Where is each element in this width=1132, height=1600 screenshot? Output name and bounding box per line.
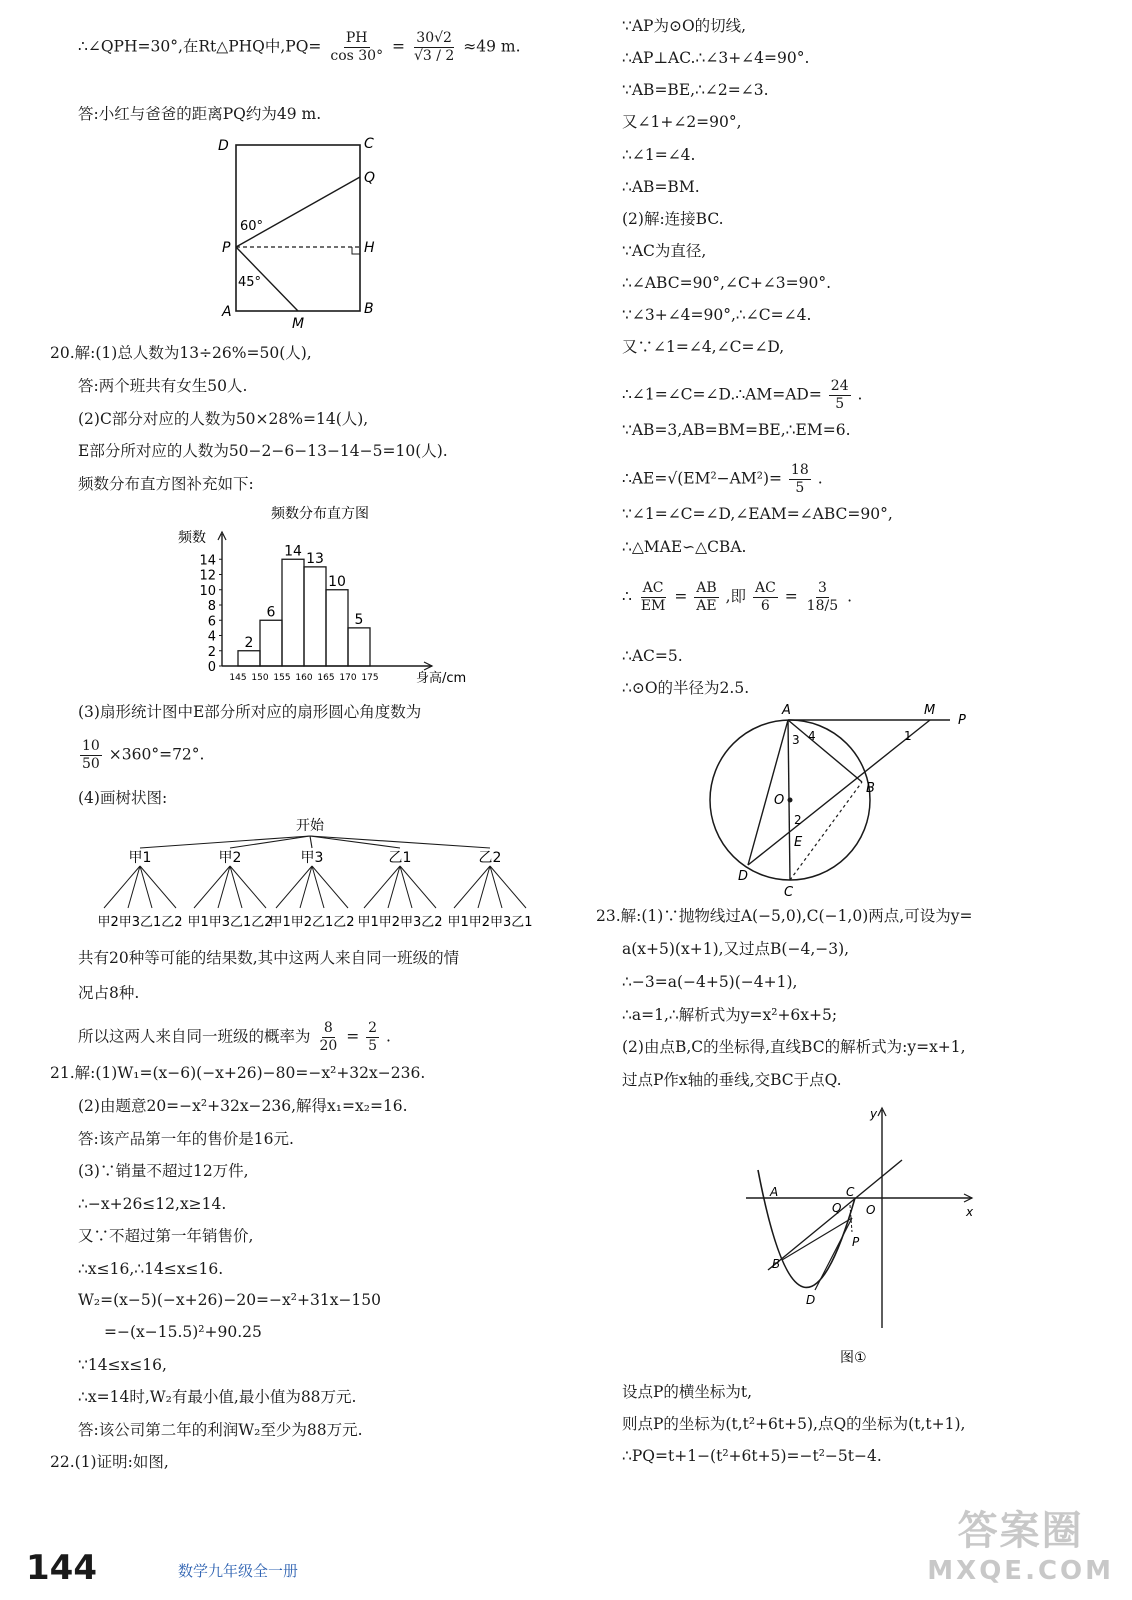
r-line12: ∴∠1=∠C=∠D.∴AM=AD= $\frac{24}{5}$ .	[622, 378, 863, 412]
right-angle-mark	[352, 247, 360, 254]
label-p: P	[222, 240, 231, 256]
circle-figure	[700, 700, 990, 900]
tree-edge	[276, 866, 312, 908]
label-e: E	[794, 835, 803, 850]
label-m: M	[924, 703, 936, 718]
q23-line5: (2)由点B,C的坐标得,直线BC的解析式为:y=x+1,	[622, 1038, 966, 1056]
tree-edge	[312, 866, 348, 908]
q21-line7: ∴x≤16,∴14≤x≤16.	[78, 1260, 224, 1278]
bar-160-165	[304, 567, 326, 666]
r-line17: ∴ $\frac{AC}{EM}$ = $\frac{AB}{AE}$ ,即 $\frac{AC}{6}$ = $\frac{3}{18/5}$ .	[622, 580, 852, 614]
angle-4: 4	[808, 729, 816, 743]
bar-145-150	[238, 651, 260, 666]
q20-line11: 所以这两人来自同一班级的概率为 $\frac{8}{20}$ = $\frac{2}{5}$ .	[78, 1020, 391, 1054]
label-y: y	[870, 1107, 878, 1121]
y-tick-label: 0	[207, 660, 216, 675]
tree-edge	[140, 866, 176, 908]
q20-line4: E部分所对应的人数为50−2−6−13−14−5=10(人).	[78, 442, 448, 460]
r-line4: 又∠1+∠2=90°,	[622, 113, 742, 131]
bar-165-170	[326, 590, 348, 666]
fraction: $\frac{AC}{6}$	[754, 580, 776, 614]
tree-leaves: 甲2甲3乙1乙2	[97, 915, 183, 930]
x-tick-label: 165	[317, 673, 335, 683]
label-p: P	[852, 1235, 860, 1249]
tree-leaves: 甲1甲2乙1乙2	[269, 915, 355, 930]
q21-line8: W₂=(x−5)(−x+26)−20=−x²+31x−150	[78, 1291, 382, 1309]
y-tick-label: 6	[207, 614, 216, 630]
fraction: $\frac{24}{5}$	[830, 378, 849, 412]
label-d: D	[806, 1293, 816, 1307]
answer-line: 答:小红与爸爸的距离PQ约为49 m.	[78, 105, 322, 123]
chord-ab	[788, 720, 862, 782]
tree-edge	[400, 866, 436, 908]
q20-line7: $\frac{10}{50}$ ×360°=72°.	[82, 738, 205, 772]
r-line6: ∴AB=BM.	[622, 178, 700, 196]
q20-line9: 共有20种等可能的结果数,其中这两人来自同一班级的情	[78, 949, 460, 967]
histogram-chart	[170, 500, 470, 690]
q23-line3: ∴−3=a(−4+5)(−4+1),	[622, 973, 798, 991]
q23-line1: 23.解:(1)∵抛物线过A(−5,0),C(−1,0)两点,可设为y=	[596, 907, 973, 925]
r-line14: ∴AE=√(EM²−AM²)= $\frac{18}{5}$ .	[622, 462, 823, 496]
q21-line4: (3)∵销量不超过12万件,	[78, 1162, 249, 1180]
tree-edge	[310, 836, 400, 848]
r-line9: ∴∠ABC=90°,∠C+∠3=90°.	[622, 274, 832, 292]
r-line5: ∴∠1=∠4.	[622, 146, 696, 164]
q21-line10: ∵14≤x≤16,	[78, 1356, 167, 1374]
q23-line6: 过点P作x轴的垂线,交BC于点Q.	[622, 1071, 842, 1089]
q23-line7: 设点P的横坐标为t,	[622, 1383, 753, 1401]
r-line7: (2)解:连接BC.	[622, 210, 724, 228]
angle-45: 45°	[238, 275, 262, 290]
tree-edge	[230, 836, 310, 848]
tree-leaves: 甲1甲3乙1乙2	[187, 915, 273, 930]
q22-line1: 22.(1)证明:如图,	[50, 1453, 169, 1471]
fraction: $\frac{10}{50}$	[82, 738, 100, 772]
bar-170-175	[348, 628, 370, 666]
parabola-figure	[740, 1100, 980, 1380]
tree-diagram	[80, 812, 560, 937]
center-o	[788, 798, 793, 803]
tree-edge	[364, 866, 400, 908]
r-line11: 又∵∠1=∠4,∠C=∠D,	[622, 338, 785, 356]
fraction: $\frac{AB}{AE}$	[696, 580, 717, 614]
angle-2: 2	[794, 813, 802, 827]
tree-node-level1: 甲3	[300, 850, 324, 866]
fraction: $\frac{30√2}{√3 / 2}$	[413, 30, 455, 64]
tree-node-level1: 乙2	[478, 850, 502, 866]
label-x: x	[966, 1205, 974, 1219]
q21-line11: ∴x=14时,W₂有最小值,最小值为88万元.	[78, 1388, 357, 1406]
bar-value-label: 6	[266, 604, 276, 621]
fraction: $\frac{2}{5}$	[368, 1020, 378, 1054]
q20-line1: 20.解:(1)总人数为13÷26%=50(人),	[50, 344, 312, 362]
q20-line10: 况占8种.	[78, 984, 140, 1002]
tree-edge	[104, 866, 140, 908]
y-tick-label: 8	[207, 599, 216, 614]
chart-title: 频数分布直方图	[271, 506, 369, 522]
fraction: $\frac{18}{5}$	[790, 462, 809, 496]
tree-node-level1: 甲2	[218, 850, 242, 866]
label-a: A	[222, 304, 232, 320]
y-tick-label: 12	[199, 568, 216, 584]
label-a: A	[770, 1185, 779, 1199]
q20-line8: (4)画树状图:	[78, 789, 168, 807]
label-b: B	[772, 1257, 781, 1271]
q21-line6: 又∵不超过第一年销售价,	[78, 1227, 254, 1245]
q23-line4: ∴a=1,∴解析式为y=x²+6x+5;	[622, 1006, 838, 1024]
x-tick-label: 150	[251, 673, 269, 683]
y-axis-label: 频数	[178, 530, 206, 546]
label-a: A	[782, 703, 791, 718]
label-b: B	[364, 301, 374, 317]
fraction: $\frac{3}{18/5}$	[806, 580, 839, 614]
label-p: P	[958, 713, 966, 728]
tree-leaves: 甲1甲2甲3乙1	[447, 915, 533, 930]
r-line15: ∵∠1=∠C=∠D,∠EAM=∠ABC=90°,	[622, 505, 893, 523]
tree-edge	[490, 866, 526, 908]
q21-line3: 答:该产品第一年的售价是16元.	[78, 1130, 294, 1148]
q21-line12: 答:该公司第二年的利润W₂至少为88万元.	[78, 1421, 363, 1439]
label-d: D	[218, 138, 229, 154]
tree-edge	[140, 836, 310, 848]
q21-line2: (2)由题意20=−x²+32x−236,解得x₁=x₂=16.	[78, 1097, 408, 1115]
label-h: H	[364, 240, 375, 256]
x-tick-label: 170	[339, 673, 357, 683]
q20-line2: 答:两个班共有女生50人.	[78, 377, 248, 395]
tree-edge	[230, 866, 266, 908]
label-q: Q	[832, 1201, 842, 1215]
watermark-url: MXQE.COM	[927, 1556, 1114, 1586]
r-line10: ∵∠3+∠4=90°,∴∠C=∠4.	[622, 306, 812, 324]
fraction: $\frac{8}{20}$	[319, 1020, 338, 1054]
label-o: O	[774, 793, 785, 808]
x-tick-label: 175	[361, 673, 379, 683]
q20-line3: (2)C部分对应的人数为50×28%=14(人),	[78, 410, 369, 428]
y-tick-label: 4	[207, 629, 216, 645]
r-line18: ∴AC=5.	[622, 647, 683, 665]
label-m: M	[292, 316, 305, 332]
label-c: C	[846, 1185, 855, 1199]
tree-node-level1: 甲1	[128, 850, 152, 866]
q23-line8: 则点P的坐标为(t,t²+6t+5),点Q的坐标为(t,t+1),	[622, 1415, 966, 1433]
q21-line9: =−(x−15.5)²+90.25	[104, 1323, 262, 1341]
r-line16: ∴△MAE∽△CBA.	[622, 538, 747, 556]
x-tick-label: 145	[229, 673, 247, 683]
x-tick-label: 160	[295, 673, 313, 683]
label-q: Q	[364, 170, 376, 186]
label-o: O	[866, 1203, 876, 1217]
line-pq	[236, 177, 360, 247]
bar-value-label: 13	[306, 550, 324, 567]
figure-caption: 图①	[840, 1350, 867, 1366]
tree-root: 开始	[296, 818, 324, 834]
tree-edge	[194, 866, 230, 908]
bar-value-label: 10	[328, 573, 346, 590]
q21-line1: 21.解:(1)W₁=(x−6)(−x+26)−80=−x²+32x−236.	[50, 1064, 426, 1082]
angle-60: 60°	[240, 219, 264, 234]
r-line19: ∴⊙O的半径为2.5.	[622, 679, 750, 697]
x-axis-label: 身高/cm	[416, 671, 467, 686]
q21-line5: ∴−x+26≤12,x≥14.	[78, 1195, 227, 1213]
y-tick-label: 10	[199, 583, 216, 599]
q23-line9: ∴PQ=t+1−(t²+6t+5)=−t²−5t−4.	[622, 1447, 882, 1465]
r-line3: ∵AB=BE,∴∠2=∠3.	[622, 81, 769, 99]
label-d: D	[738, 869, 749, 884]
r-line2: ∴AP⊥AC.∴∠3+∠4=90°.	[622, 49, 810, 67]
fraction: $\frac{AC}{EM}$	[640, 580, 666, 614]
bar-150-155	[260, 620, 282, 666]
angle-1: 1	[904, 729, 912, 743]
bar-value-label: 5	[354, 611, 364, 628]
line-qph: ∴∠QPH=30°,在Rt△PHQ中,PQ= $\frac{PH}{\cos 30^\circ}$ = $\frac{30√2}{√3 / 2}$ ≈49 m.	[78, 30, 521, 64]
bar-value-label: 2	[244, 634, 254, 651]
bar-155-160	[282, 559, 304, 666]
r-line1: ∵AP为⊙O的切线,	[622, 17, 747, 35]
line-bc	[790, 782, 862, 880]
rectangle-figure	[210, 130, 410, 335]
watermark-logo-text: 答案圈	[957, 1508, 1084, 1554]
bar-value-label: 14	[284, 543, 302, 560]
angle-3: 3	[792, 733, 800, 747]
label-c: C	[364, 136, 374, 152]
tree-edge	[454, 866, 490, 908]
label-b: B	[866, 781, 875, 796]
label-c: C	[784, 885, 794, 900]
q20-line6: (3)扇形统计图中E部分所对应的扇形圆心角度数为	[78, 703, 422, 721]
y-tick-label: 14	[199, 553, 216, 569]
page-number: 144	[26, 1548, 97, 1588]
r-line13: ∵AB=3,AB=BM=BE,∴EM=6.	[622, 421, 851, 439]
q23-line2: a(x+5)(x+1),又过点B(−4,−3),	[622, 940, 850, 958]
tree-edge	[310, 836, 490, 848]
r-line8: ∵AC为直径,	[622, 242, 707, 260]
tree-leaves: 甲1甲2甲3乙2	[357, 915, 443, 930]
tree-edge	[310, 836, 312, 848]
tree-node-level1: 乙1	[388, 850, 412, 866]
book-title: 数学九年级全一册	[178, 1562, 299, 1580]
watermark	[927, 1499, 1114, 1586]
q20-line5: 频数分布直方图补充如下:	[78, 475, 254, 493]
fraction: $\frac{PH}{\cos 30^\circ}$	[330, 30, 384, 64]
y-tick-label: 2	[207, 644, 216, 660]
x-tick-label: 155	[273, 673, 291, 683]
